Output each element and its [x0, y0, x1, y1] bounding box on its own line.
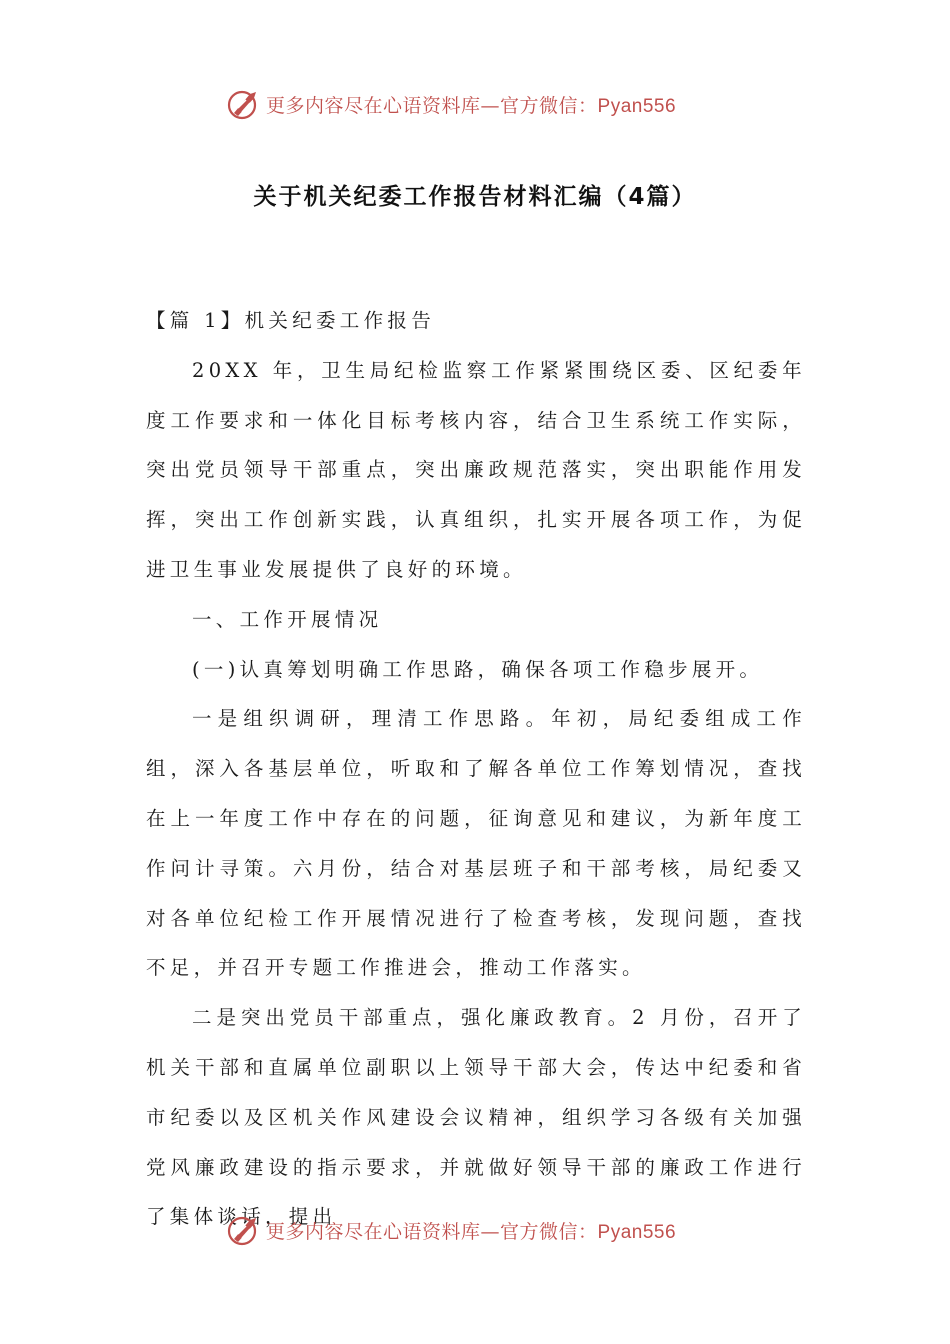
watermark-dash: — [480, 1220, 501, 1243]
paragraph: 一是组织调研，理清工作思路。年初，局纪委组成工作组，深入各基层单位，听取和了解各单位工作筹划情况，查找在上一年度工作中存在的问题，征询意见和建议，为新年度工作问计寻策。六月份，结合对基层班子和干部考核，局纪委又对各单位纪检工作开展情况进行了检查考核，发现问题，查找不足，并召开专题工作推进会，推动工作落实。 [146, 707, 806, 980]
pen-nib-circle-icon [226, 1212, 262, 1248]
watermark-wechat-label: 官方微信： [500, 1220, 598, 1243]
watermark-text [266, 1217, 676, 1244]
watermark-text [266, 91, 676, 118]
paragraph: (一)认真筹划明确工作思路，确保各项工作稳步展开。 [192, 657, 764, 681]
watermark-main-text: 更多内容尽在心语资料库 [266, 1220, 481, 1243]
paragraph: 一、工作开展情况 [192, 607, 383, 631]
watermark-dash: — [480, 94, 501, 117]
watermark-main-text: 更多内容尽在心语资料库 [266, 94, 481, 117]
watermark-banner-top [226, 84, 746, 124]
pen-nib-circle-icon [226, 86, 262, 122]
document-body [146, 296, 806, 1242]
paragraph: 二是突出党员干部重点，强化廉政教育。2 月份，召开了机关干部和直属单位副职以上领导干部大会，传达中纪委和省市纪委以及区机关作风建设会议精神，组织学习各级有关加强党风廉政建设的指示要求，并就做好领导干部的廉政工作进行了集体谈话，提出 [146, 1006, 806, 1229]
watermark-account: Pyan556 [597, 95, 677, 117]
watermark-wechat-label: 官方微信： [500, 94, 598, 117]
watermark-banner-bottom [226, 1210, 746, 1250]
paragraph: 20XX 年，卫生局纪检监察工作紧紧围绕区委、区纪委年度工作要求和一体化目标考核内容，结合卫生系统工作实际，突出党员领导干部重点，突出廉政规范落实，突出职能作用发挥，突出工作创新实践，认真组织，扎实开展各项工作，为促进卫生事业发展提供了良好的环境。 [146, 358, 806, 581]
watermark-account: Pyan556 [597, 1221, 677, 1243]
section-heading: 【篇 1】机关纪委工作报告 [146, 309, 436, 332]
document-title: 关于机关纪委工作报告材料汇编（4篇） [253, 184, 697, 210]
